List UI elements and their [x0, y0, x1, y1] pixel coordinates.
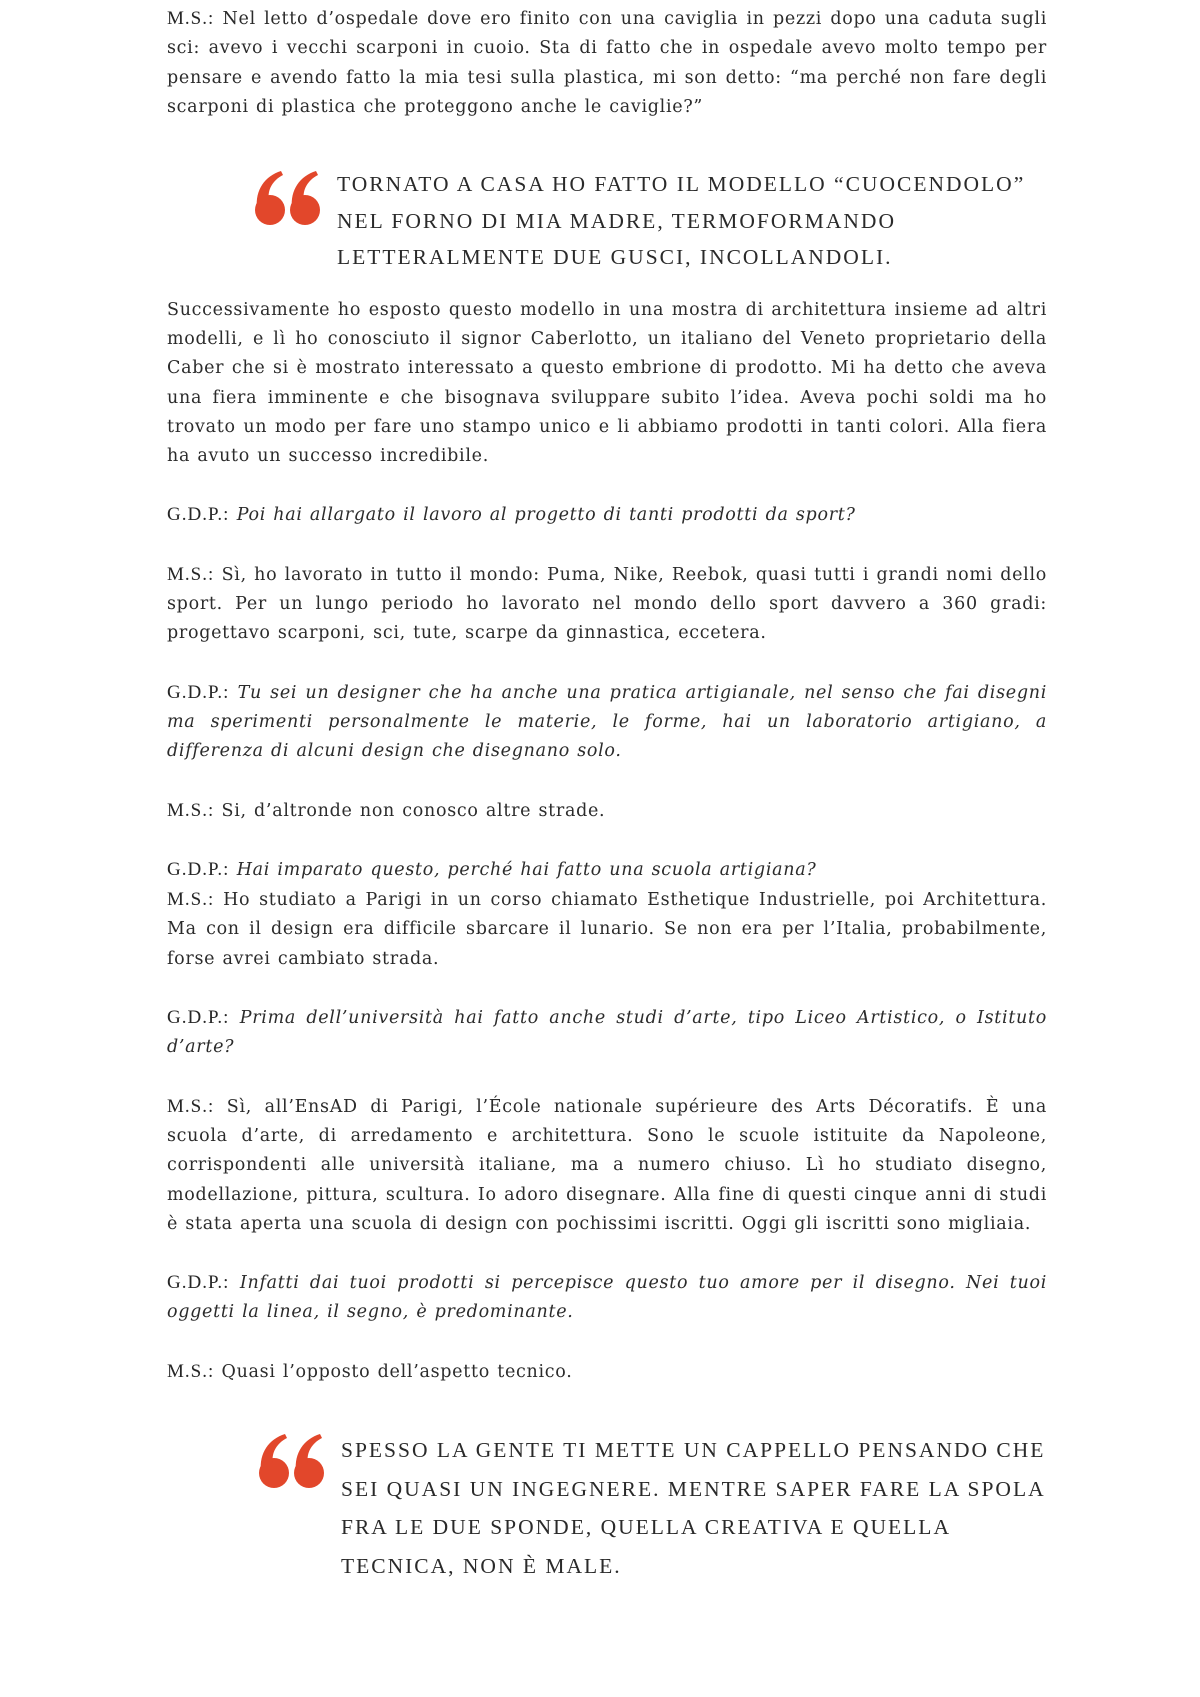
speaker-label: G.D.P.:	[167, 858, 230, 880]
speaker-label: M.S.:	[167, 1360, 215, 1382]
answer-text: Sì, all’EnsAD di Parigi, l’École nationale supérieure des Arts Décoratifs. È una scuola d’arte, di arredamento e architettura. Sono le scuole istituite da Napoleone, corrispondenti alle università italiane, ma a numero chiuso. Lì ho studiato disegno, modellazione, pittura, scultura. Io adoro disegnare. Alla fine di questi cinque anni di studi è stata aperta una scuola di design con pochissimi iscritti. Oggi gli iscritti sono migliaia.	[167, 1096, 1047, 1234]
speaker-label: M.S.:	[167, 889, 215, 911]
question-paragraph	[167, 1268, 1047, 1328]
speaker-label: M.S.:	[167, 1095, 215, 1117]
question-paragraph	[167, 1003, 1047, 1063]
question-text: Infatti dai tuoi prodotti si percepisce questo tuo amore per il disegno. Nei tuoi oggetti la linea, il segno, è predominante.	[167, 1273, 1048, 1323]
article-column	[167, 4, 1047, 1585]
speaker-label: G.D.P.:	[167, 1007, 230, 1029]
speaker-label: M.S.:	[167, 563, 215, 585]
answer-text: Nel letto d’ospedale dove ero finito con una caviglia in pezzi dopo una caduta sugli sci: avevo i vecchi scarponi in cuoio. Sta di fatto che in ospedale avevo molto tempo per pensare e avendo fatto la mia tesi sulla plastica, mi son detto: “ma perché non fare degli scarponi di plastica che proteggono anche le caviglie?”	[167, 9, 1047, 117]
answer-paragraph	[167, 4, 1047, 122]
question-paragraph	[167, 855, 1047, 885]
answer-paragraph	[167, 796, 1047, 826]
pull-quote	[167, 1431, 1047, 1585]
question-paragraph	[167, 500, 1047, 530]
question-paragraph	[167, 678, 1047, 767]
question-text: Hai imparato questo, perché hai fatto una scuola artigiana?	[236, 859, 817, 880]
question-text: Tu sei un designer che ha anche una pratica artigianale, nel senso che fai disegni ma sperimenti personalmente le materie, le forme, hai un laboratorio artigiano, a differenza di alcuni design che disegnano solo.	[167, 682, 1047, 762]
answer-text: Si, d’altronde non conosco altre strade.	[221, 800, 606, 821]
speaker-label: M.S.:	[167, 799, 215, 821]
pull-quote-text: TORNATO A CASA HO FATTO IL MODELLO “CUOCENDOLO” NEL FORNO DI MIA MADRE, TERMOFORMANDO LETTERALMENTE DUE GUSCI, INCOLLANDOLI.	[337, 172, 1026, 270]
question-text: Poi hai allargato il lavoro al progetto di tanti prodotti da sport?	[236, 505, 856, 526]
quotation-mark-icon	[257, 1433, 327, 1493]
speaker-label: G.D.P.:	[167, 681, 230, 703]
answer-paragraph	[167, 1092, 1047, 1239]
answer-paragraph	[167, 560, 1047, 649]
pull-quote	[167, 166, 1047, 276]
answer-paragraph	[167, 1357, 1047, 1387]
speaker-label: G.D.P.:	[167, 504, 230, 526]
body-paragraph: Successivamente ho esposto questo modello in una mostra di architettura insieme ad altri modelli, e lì ho conosciuto il signor Caberlotto, un italiano del Veneto proprietario della Caber che si è mostrato interessato a questo embrione di prodotto. Mi ha detto che aveva una fiera imminente e che bisognava sviluppare subito l’idea. Aveva pochi soldi ma ho trovato un modo per fare uno stampo unico e li abbiamo prodotti in tanti colori. Alla fiera ha avuto un successo incredibile.	[167, 299, 1047, 467]
answer-paragraph	[167, 885, 1047, 974]
answer-text: Ho studiato a Parigi in un corso chiamato Esthetique Industrielle, poi Architettura. Ma con il design era difficile sbarcare il lunario. Se non era per l’Italia, probabilmente, forse avrei cambiato strada.	[167, 890, 1047, 969]
pull-quote-text: SPESSO LA GENTE TI METTE UN CAPPELLO PENSANDO CHE SEI QUASI UN INGEGNERE. MENTRE SAPER FARE LA SPOLA FRA LE DUE SPONDE, QUELLA CREATIVA E QUELLA TECNICA, NON È MALE.	[341, 1438, 1046, 1578]
speaker-label: M.S.:	[167, 8, 215, 29]
speaker-label: G.D.P.:	[167, 1272, 230, 1294]
quotation-mark-icon	[253, 170, 323, 230]
question-text: Prima dell’università hai fatto anche studi d’arte, tipo Liceo Artistico, o Istituto d’arte?	[167, 1008, 1047, 1058]
answer-text: Quasi l’opposto dell’aspetto tecnico.	[221, 1361, 573, 1382]
answer-text: Sì, ho lavorato in tutto il mondo: Puma, Nike, Reebok, quasi tutti i grandi nomi dello sport. Per un lungo periodo ho lavorato nel mondo dello sport davvero a 360 gradi: progettavo scarponi, sci, tute, scarpe da ginnastica, eccetera.	[167, 564, 1048, 644]
